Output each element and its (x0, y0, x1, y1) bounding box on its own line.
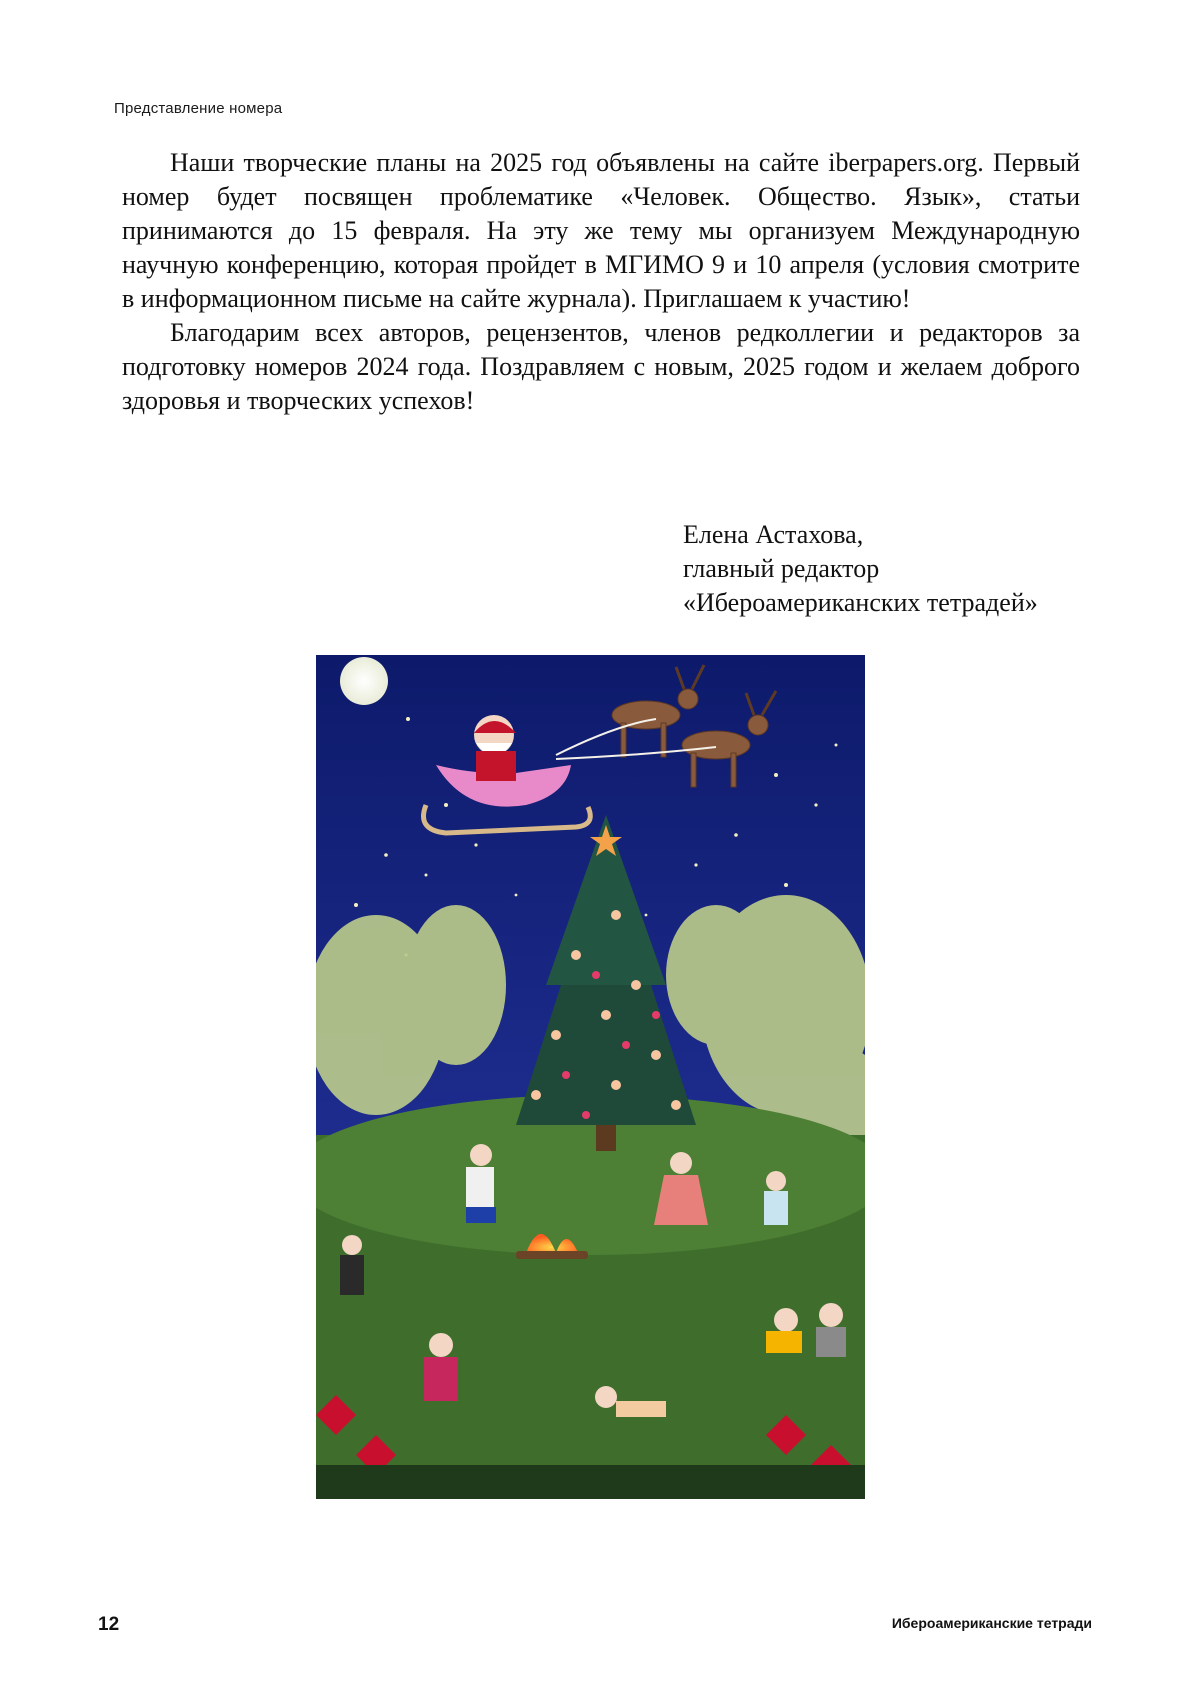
signature (683, 518, 1038, 620)
paragraph-plans: Наши творческие планы на 2025 год объявлены на сайте iberpapers.org. Первый номер будет посвящен проблематике «Человек. Общество. Язык», статьи принимаются до 15 февраля. На эту же тему мы организуем Международную научную конференцию, которая пройдет в МГИМО 9 и 10 апреля (условия смотрите в информационном письме на сайте журнала). Приглашаем к участию! (122, 148, 1080, 313)
page-number: 12 (98, 1614, 120, 1635)
signature-name: Елена Астахова, (683, 520, 864, 549)
running-head: Представление номера (114, 100, 283, 117)
journal-footer: Ибероамериканские тетради (891, 1615, 1092, 1631)
christmas-painting (316, 655, 865, 1499)
body-text (122, 146, 1080, 418)
moon (340, 657, 388, 705)
paragraph-thanks: Благодарим всех авторов, рецензентов, членов редколлегии и редакторов за подготовку номеров 2024 года. Поздравляем с новым, 2025 годом и желаем доброго здоровья и творческих успехов! (122, 318, 1080, 415)
signature-role: главный редактор (683, 554, 880, 583)
signature-publication: «Ибероамериканских тетрадей» (683, 588, 1038, 617)
